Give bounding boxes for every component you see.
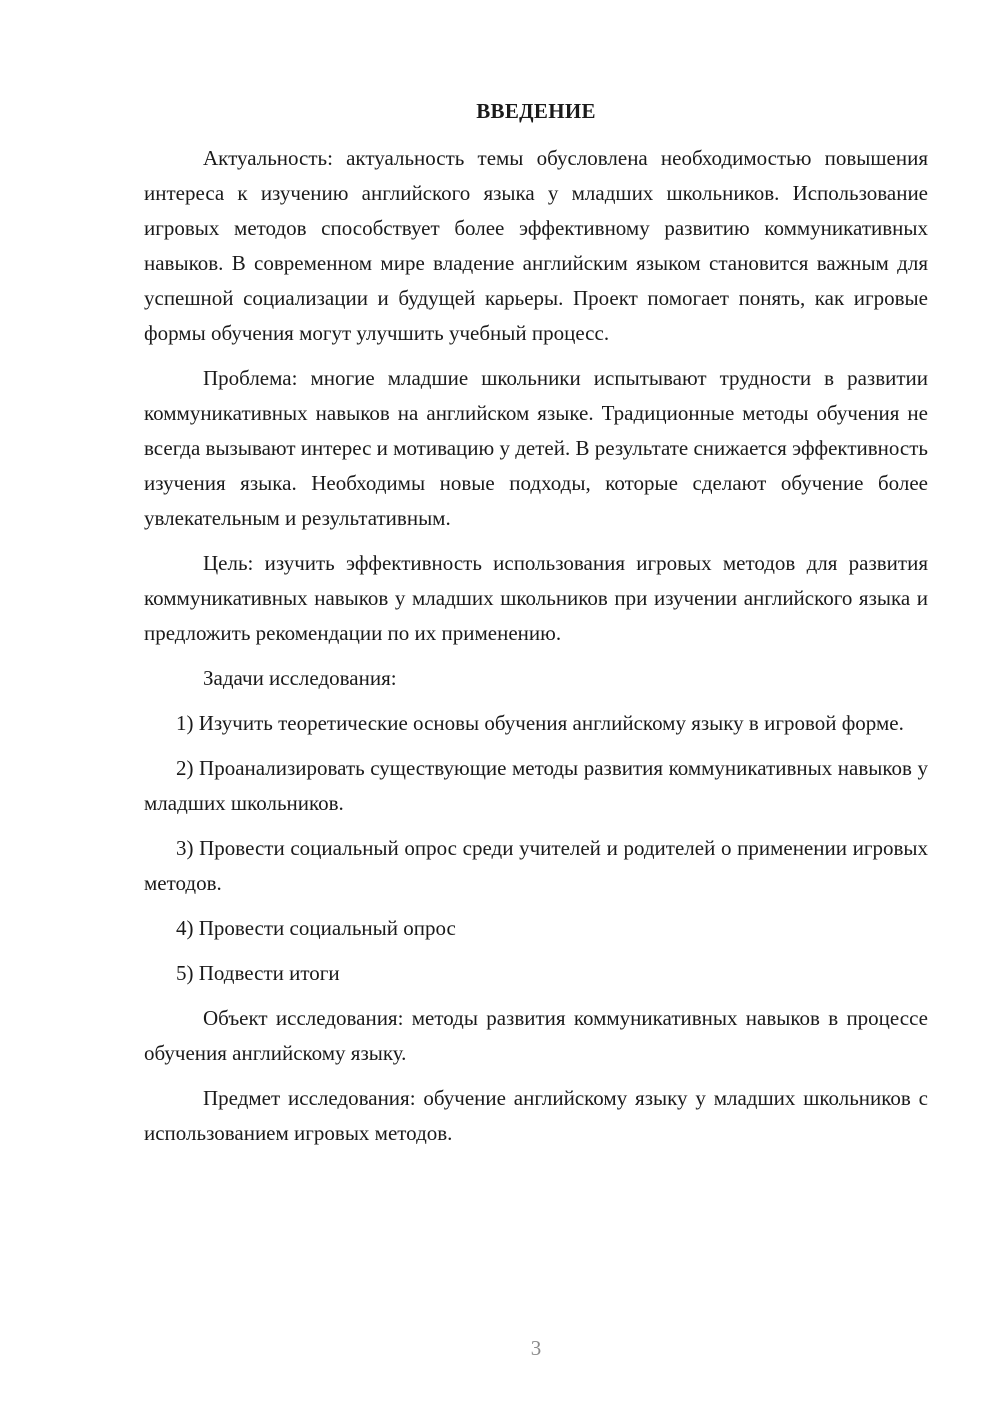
paragraph-problem: Проблема: многие младшие школьники испытывают трудности в развитии коммуникативных навыков на английском языке. Традиционные методы обучения не всегда вызывают интерес и мотивацию у детей. В результате снижается эффективность изучения языка. Необходимы новые подходы, которые сделают обучение более увлекательным и результативным. bbox=[144, 366, 928, 530]
page-title: ВВЕДЕНИЕ bbox=[476, 99, 596, 123]
task-item: 4) Провести социальный опрос bbox=[176, 916, 456, 940]
paragraph-object: Объект исследования: методы развития коммуникативных навыков в процессе обучения английскому языку. bbox=[144, 1006, 928, 1065]
task-item: 5) Подвести итоги bbox=[176, 961, 340, 985]
task-item: 3) Провести социальный опрос среди учителей и родителей о применении игровых методов. bbox=[144, 836, 928, 895]
document-page bbox=[144, 0, 928, 1414]
tasks-heading: Задачи исследования: bbox=[203, 666, 397, 690]
document-body bbox=[144, 141, 928, 1161]
paragraph-goal: Цель: изучить эффективность использования игровых методов для развития коммуникативных навыков у младших школьников при изучении английского языка и предложить рекомендации по их применению. bbox=[144, 551, 928, 645]
task-item: 1) Изучить теоретические основы обучения английскому языку в игровой форме. bbox=[176, 711, 904, 735]
paragraph-relevance: Актуальность: актуальность темы обусловлена необходимостью повышения интереса к изучению английского языка у младших школьников. Использование игровых методов способствует более эффективному развитию коммуникативных навыков. В современном мире владение английским языком становится важным для успешной социализации и будущей карьеры. Проект помогает понять, как игровые формы обучения могут улучшить учебный процесс. bbox=[144, 146, 928, 345]
page-number: 3 bbox=[530, 1336, 542, 1360]
paragraph-subject: Предмет исследования: обучение английскому языку у младших школьников с использованием игровых методов. bbox=[144, 1086, 928, 1145]
task-item: 2) Проанализировать существующие методы развития коммуникативных навыков у младших школьников. bbox=[144, 756, 928, 815]
